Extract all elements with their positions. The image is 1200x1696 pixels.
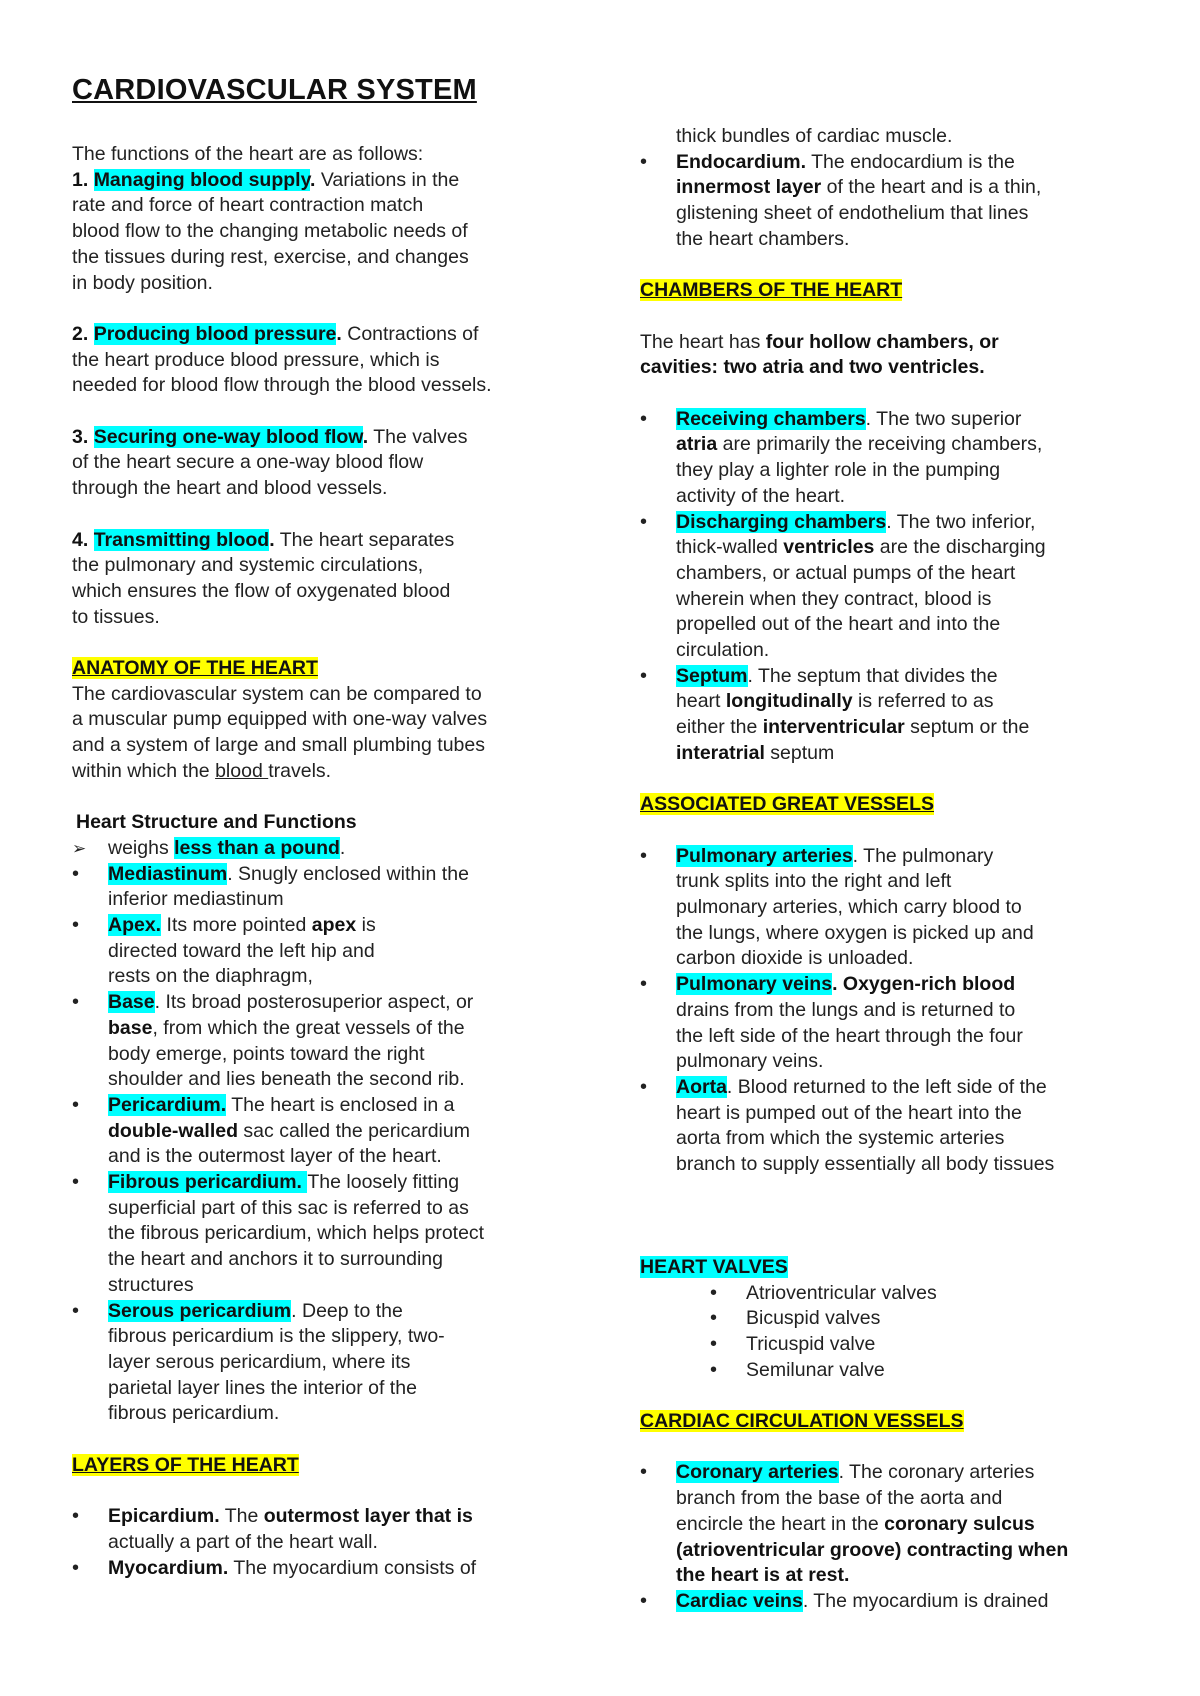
bullet-icon — [710, 1306, 746, 1332]
bullet-icon — [640, 972, 676, 998]
list-item: • Myocardium. The myocardium consists of — [72, 1556, 572, 1582]
bullet-icon — [640, 407, 676, 433]
arrow-bullet-icon — [72, 836, 108, 862]
bullet-icon — [72, 990, 108, 1016]
list-item: • Septum. The septum that divides the heart longitudinally is referred to as either the interventricular septum or the interatrial septum — [640, 664, 1160, 767]
list-item: • Cardiac veins. The myocardium is drained — [640, 1589, 1160, 1615]
highlight-term: Managing blood supply — [93, 168, 310, 191]
functions-intro: The functions of the heart are as follows: — [72, 143, 424, 165]
section-heading-circulation: CARDIAC CIRCULATION VESSELS — [640, 1410, 964, 1433]
bullet-icon — [72, 1556, 108, 1582]
list-item: • Apex. Its more pointed apex is directed toward the left hip and rests on the diaphragm, — [72, 913, 572, 990]
blood-link[interactable]: blood — [215, 759, 269, 782]
function-item-1: 1. Managing blood supply. Variations in the rate and force of heart contraction match blood flow to the changing metabolic needs of the tissues during rest, exercise, and changes in body position. — [72, 168, 469, 294]
function-item-3: 3. Securing one-way blood flow. The valves of the heart secure a one-way blood flow through the heart and blood vessels. — [72, 425, 468, 500]
list-item: • Pulmonary arteries. The pulmonary trunk splits into the right and left pulmonary arteries, which carry blood to the lungs, where oxygen is picked up and carbon dioxide is unloaded. — [640, 844, 1160, 973]
function-item-2: 2. Producing blood pressure. Contractions of the heart produce blood pressure, which is needed for blood flow through the blood vessels. — [72, 322, 492, 397]
list-item: • Receiving chambers. The two superior atria are primarily the receiving chambers, they play a lighter role in the pumping activity of the heart. — [640, 407, 1160, 510]
function-item-4: 4. Transmitting blood. The heart separates the pulmonary and systemic circulations, which ensures the flow of oxygenated blood to tissues. — [72, 528, 455, 628]
highlight-term: Securing one-way blood flow — [93, 425, 363, 448]
bullet-icon — [72, 1093, 108, 1119]
section-heading-valves: HEART VALVES — [640, 1255, 788, 1278]
bullet-icon — [640, 1460, 676, 1486]
list-item: • Semilunar valve — [640, 1358, 1160, 1384]
bullet-icon — [72, 1170, 108, 1196]
list-item: • Aorta. Blood returned to the left side of the heart is pumped out of the heart into the aorta from which the systemic arteries branch to supply essentially all body tissues — [640, 1075, 1160, 1178]
list-item: • Pericardium. The heart is enclosed in a double-walled sac called the pericardium and is the outermost layer of the heart. — [72, 1093, 572, 1170]
list-item: • Epicardium. The outermost layer that is actually a part of the heart wall. — [72, 1504, 572, 1555]
highlight-term: Transmitting blood — [93, 528, 270, 551]
list-item: • Base. Its broad posterosuperior aspect, or base, from which the great vessels of the body emerge, points toward the right shoulder and lies beneath the second rib. — [72, 990, 572, 1093]
subheading-heart-structure: Heart Structure and Functions — [76, 811, 357, 834]
section-heading-layers: LAYERS OF THE HEART — [72, 1453, 299, 1476]
bullet-icon — [710, 1281, 746, 1307]
list-item: • Endocardium. The endocardium is the innermost layer of the heart and is a thin, glistening sheet of endothelium that lines the heart chambers. — [640, 150, 1160, 253]
list-item: • Tricuspid valve — [640, 1332, 1160, 1358]
bullet-icon — [710, 1332, 746, 1358]
bullet-icon — [640, 1589, 676, 1615]
right-column: thick bundles of cardiac muscle. • Endocardium. The endocardium is the innermost layer of the heart and is a thin, glistening sheet of endothelium that lines the heart chambers. CHAMBERS OF THE HEART The heart has four hollow chambers, or cavities: two atria and two ventricles. • Receiving chambers. The two superior atria are primarily the receiving chambers, they play a lighter role in the pumping activity of the heart. • Discharging chambers. The two inferior, thick-walled ventricles are the discharging chambers, or actual pumps of the heart wherein when they contract, blood is propelled out of the heart and into the circulation. • Septum. The septum that divides the heart longitudinally is referred to as either the interventricular septum or the interatrial septum ASSOCIATED GREAT VESSELS • Pulmonary arteries. The pulmonary trunk splits into the right and left pulmonary arteries, which carry blood to the lungs, where oxygen is picked up and carbon dioxide is unloaded. • Pulmonary veins. Oxygen-rich blood drains from the lungs and is returned to the left side of the heart through the four pulmonary veins. • Aorta. Blood returned to the left side of the heart is pumped out of the heart into the aorta from which the systemic arteries branch to supply essentially all body tissues HEART VALVES • Atrioventricular valves • Bicuspid valves • Tricuspid valve • Semilunar valve CARDIAC CIRCULATION VESSELS • Coronary arteries. The coronary arteries branch from the base of the aorta and encircle the heart in the coronary sulcus (atrioventricular groove) contracting when the heart is at rest. • Cardiac veins. The myocardium is drained — [640, 124, 1160, 1615]
bullet-icon — [640, 150, 676, 176]
list-item: • Atrioventricular valves — [640, 1281, 1160, 1307]
bullet-icon — [710, 1358, 746, 1384]
highlight-term: Producing blood pressure — [93, 322, 337, 345]
list-item: • Bicuspid valves — [640, 1306, 1160, 1332]
list-item: • Mediastinum. Snugly enclosed within the inferior mediastinum — [72, 862, 572, 913]
section-heading-anatomy: ANATOMY OF THE HEART — [72, 657, 318, 679]
bullet-icon — [72, 862, 108, 888]
list-item: • Coronary arteries. The coronary arteries branch from the base of the aorta and encircle the heart in the coronary sulcus (atrioventricular groove) contracting when the heart is at rest. — [640, 1460, 1160, 1589]
bullet-icon — [72, 913, 108, 939]
bullet-icon — [640, 664, 676, 690]
page-title: CARDIOVASCULAR SYSTEM — [72, 74, 477, 106]
list-item: ➢ weighs less than a pound. — [72, 836, 572, 862]
list-item: • Pulmonary veins. Oxygen-rich blood drains from the lungs and is returned to the left side of the heart through the four pulmonary veins. — [640, 972, 1160, 1075]
left-column: The functions of the heart are as follows: 1. Managing blood supply. Variations in the rate and force of heart contraction match blood flow to the changing metabolic needs of the tissues during rest, exercise, and changes in body position. 2. Producing blood pressure. Contractions of the heart produce blood pressure, which is needed for blood flow through the blood vessels. 3. Securing one-way blood flow. The valves of the heart secure a one-way blood flow through the heart and blood vessels. 4. Transmitting blood. The heart separates the pulmonary and systemic circulations, which ensures the flow of oxygenated blood to tissues. ANATOMY OF THE HEART The cardiovascular system can be compared to a muscular pump equipped with one-way valves and a system of large and small plumbing tubes within which the blood travels. Heart Structure and Functions ➢ weighs less than a pound. • Mediastinum. Snugly enclosed within the inferior mediastinum • Apex. Its more pointed apex is directed toward the left hip and rests on the diaphragm, • Base. Its broad posterosuperior aspect, or base, from which the great vessels of the body emerge, points toward the right shoulder and lies beneath the second rib. • Pericardium. The heart is enclosed in a double-walled sac called the pericardium and is the outermost layer of the heart. • Fibrous pericardium. The loosely fitting superficial part of this sac is referred to as the fibrous pericardium, which helps protect the heart and anchors it to surrounding structures • Serous pericardium. Deep to the fibrous pericardium is the slippery, two- layer serous pericardium, where its parietal layer lines the interior of the fibrous pericardium. LAYERS OF THE HEART • Epicardium. The outermost layer that is actually a part of the heart wall. • Myocardium. The myocardium consists of — [72, 142, 572, 1581]
bullet-icon — [72, 1299, 108, 1325]
section-heading-chambers: CHAMBERS OF THE HEART — [640, 279, 903, 302]
bullet-icon — [72, 1504, 108, 1530]
list-item: • Discharging chambers. The two inferior, thick-walled ventricles are the discharging chambers, or actual pumps of the heart wherein when they contract, blood is propelled out of the heart and into the circulation. — [640, 510, 1160, 664]
bullet-icon — [640, 1075, 676, 1101]
list-item: • Serous pericardium. Deep to the fibrous pericardium is the slippery, two- layer serous pericardium, where its parietal layer lines the interior of the fibrous pericardium. — [72, 1299, 572, 1428]
bullet-icon — [640, 844, 676, 870]
list-item: • Fibrous pericardium. The loosely fitting superficial part of this sac is referred to as the fibrous pericardium, which helps protect the heart and anchors it to surrounding structures — [72, 1170, 572, 1299]
bullet-icon — [640, 510, 676, 536]
section-heading-vessels: ASSOCIATED GREAT VESSELS — [640, 793, 934, 816]
